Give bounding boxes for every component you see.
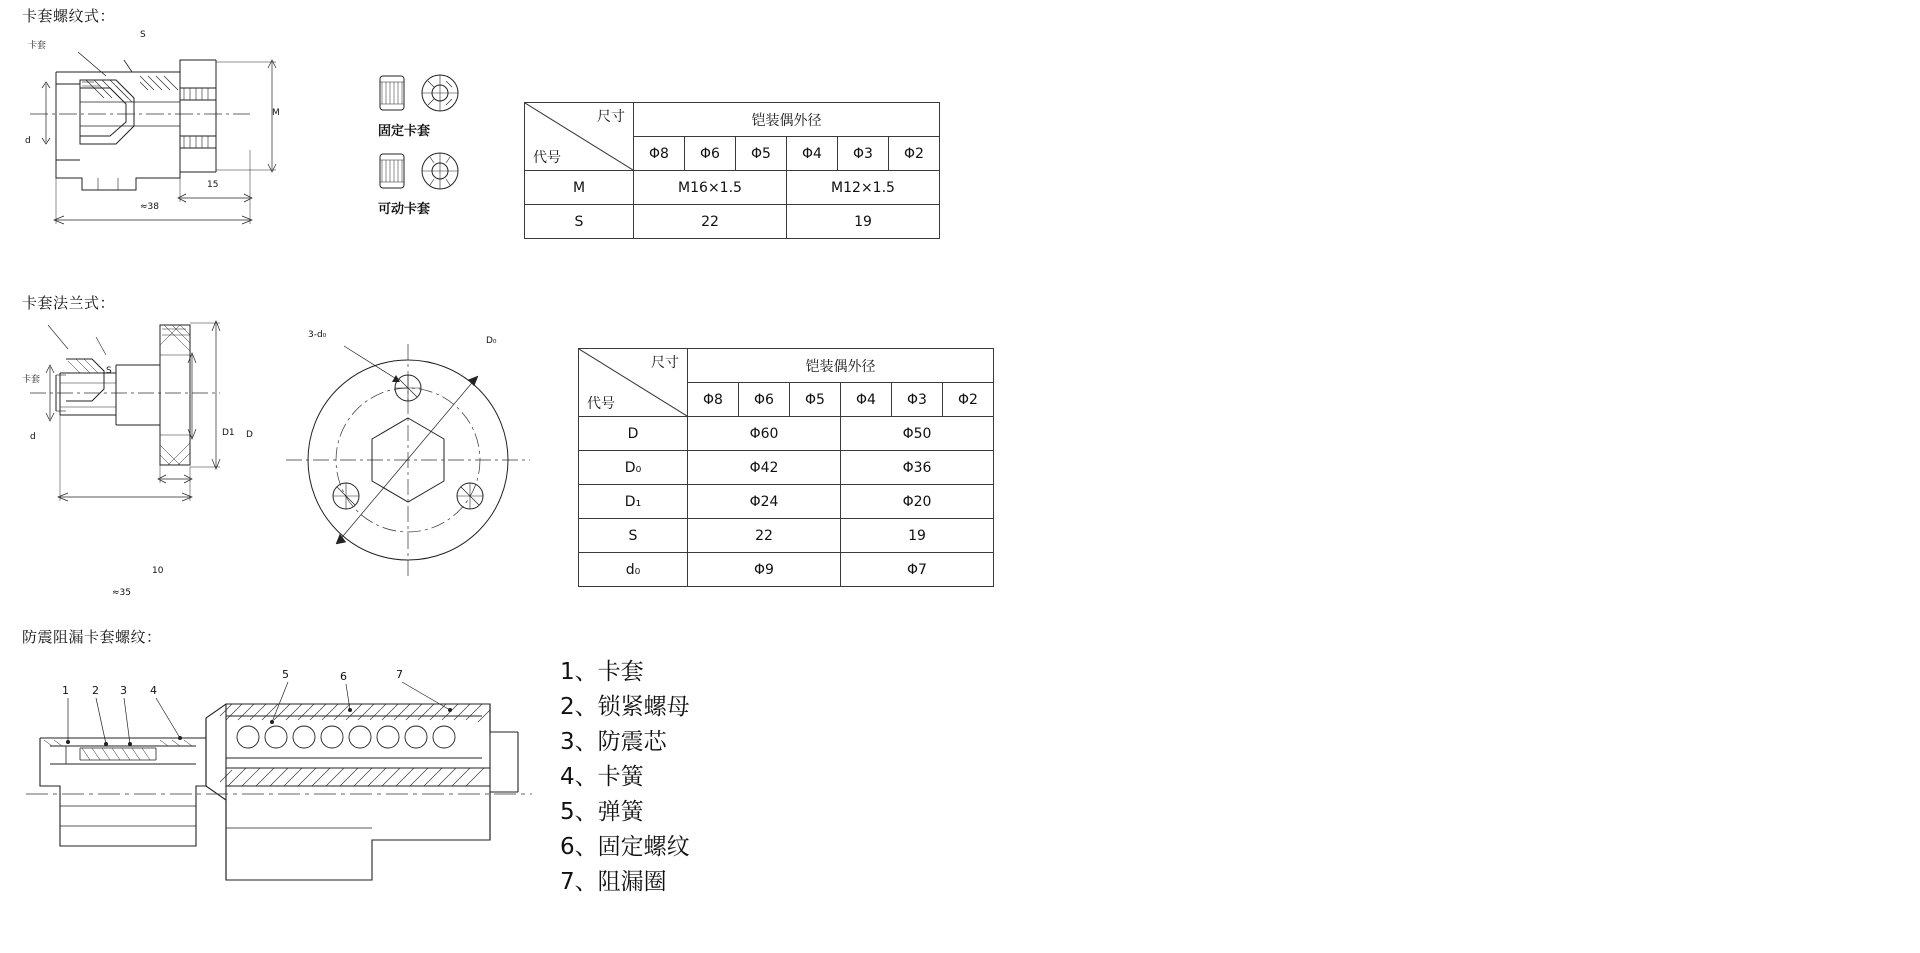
figure-antivibration-assembly <box>20 660 540 940</box>
parts-list <box>560 655 690 900</box>
note-d0-fig2: D₀ <box>486 336 497 346</box>
callout-5: 5 <box>282 668 289 681</box>
table1-row-value: 22 <box>634 205 787 239</box>
table2-row-value: 22 <box>688 519 841 553</box>
table2-row-value: Φ36 <box>841 451 994 485</box>
label-ferrule-fig1: 卡套 <box>28 41 47 51</box>
table2-corner-top: 尺寸 <box>651 355 679 371</box>
callout-7: 7 <box>396 668 403 681</box>
table-row <box>579 417 994 451</box>
caption-movable-ferrule: 可动卡套 <box>378 202 431 217</box>
part-item-2: 2、锁紧螺母 <box>560 694 690 720</box>
table2-row-value: Φ24 <box>688 485 841 519</box>
callout-2: 2 <box>92 684 99 697</box>
table1-size-cell: Φ5 <box>736 137 787 171</box>
dim-d1-fig2: D1 <box>222 428 235 438</box>
table1-corner-cell <box>525 103 634 171</box>
figure-flange-face-view <box>278 330 538 590</box>
table2-row-value: Φ60 <box>688 417 841 451</box>
dim-d-fig1: d <box>25 136 31 146</box>
section-title-threaded: 卡套螺纹式： <box>22 7 116 25</box>
caption-fixed-ferrule: 固定卡套 <box>378 124 431 139</box>
note-holes-fig2: 3-d₀ <box>308 330 327 340</box>
table1-row-value: 19 <box>787 205 940 239</box>
table1-row-code: S <box>525 205 634 239</box>
part-item-6: 6、固定螺纹 <box>560 834 690 860</box>
table1-row-value: M12×1.5 <box>787 171 940 205</box>
table1-size-cell: Φ6 <box>685 137 736 171</box>
table-row <box>579 451 994 485</box>
dim-15-fig1: 15 <box>207 180 219 190</box>
spec-table-flange <box>578 348 994 587</box>
table2-size-cell: Φ6 <box>739 383 790 417</box>
table2-row-value: Φ7 <box>841 553 994 587</box>
table2-row-code: D <box>579 417 688 451</box>
table-row <box>525 205 940 239</box>
dim-10-fig2: 10 <box>152 566 164 576</box>
table-row <box>525 171 940 205</box>
table-row <box>579 553 994 587</box>
table1-corner-bottom: 代号 <box>533 150 561 166</box>
dim-d-fig2: D <box>246 430 253 440</box>
table1-size-cell: Φ3 <box>838 137 889 171</box>
table1-size-cell: Φ4 <box>787 137 838 171</box>
figure-threaded-assembly <box>20 30 340 240</box>
table1-corner-top: 尺寸 <box>597 109 625 125</box>
table1-row-code: M <box>525 171 634 205</box>
dim-m-fig1: M <box>272 108 280 118</box>
table2-row-value: 19 <box>841 519 994 553</box>
table2-size-cell: Φ4 <box>841 383 892 417</box>
table1-size-cell: Φ2 <box>889 137 940 171</box>
part-item-4: 4、卡簧 <box>560 764 644 790</box>
dim-38-fig1: ≈38 <box>140 202 159 212</box>
table2-row-value: Φ42 <box>688 451 841 485</box>
dim-35-fig2: ≈35 <box>112 588 131 598</box>
section-title-flange: 卡套法兰式： <box>22 294 116 312</box>
table2-corner-bottom: 代号 <box>587 396 615 412</box>
table2-row-code: D₁ <box>579 485 688 519</box>
table2-size-cell: Φ5 <box>790 383 841 417</box>
table2-row-value: Φ9 <box>688 553 841 587</box>
table-row <box>579 519 994 553</box>
table2-row-code: S <box>579 519 688 553</box>
spec-table-threaded <box>524 102 940 239</box>
table1-header-span: 铠装偶外径 <box>634 103 940 137</box>
table2-row-code: d₀ <box>579 553 688 587</box>
figure-flange-assembly <box>20 315 280 605</box>
table-row <box>579 485 994 519</box>
callout-6: 6 <box>340 670 347 683</box>
table1-size-cell: Φ8 <box>634 137 685 171</box>
callout-3: 3 <box>120 684 127 697</box>
table2-size-cell: Φ3 <box>892 383 943 417</box>
table2-corner-cell <box>579 349 688 417</box>
figure-fixed-ferrule <box>370 70 480 120</box>
table2-header-span: 铠装偶外径 <box>688 349 994 383</box>
label-ferrule-fig2: 卡套 <box>22 375 41 385</box>
table2-row-code: D₀ <box>579 451 688 485</box>
table2-row-value: Φ50 <box>841 417 994 451</box>
part-item-1: 1、卡套 <box>560 659 644 685</box>
table1-row-value: M16×1.5 <box>634 171 787 205</box>
dim-s-fig1: S <box>140 30 146 40</box>
dim-s-fig2: S <box>106 366 112 376</box>
callout-4: 4 <box>150 684 157 697</box>
table2-row-value: Φ20 <box>841 485 994 519</box>
dim-d-small-fig2: d <box>30 432 36 442</box>
part-item-7: 7、阻漏圈 <box>560 869 667 895</box>
callout-1: 1 <box>62 684 69 697</box>
figure-movable-ferrule <box>370 148 480 198</box>
table2-size-cell: Φ8 <box>688 383 739 417</box>
part-item-3: 3、防震芯 <box>560 729 667 755</box>
table2-size-cell: Φ2 <box>943 383 994 417</box>
part-item-5: 5、弹簧 <box>560 799 644 825</box>
section-title-antivibration: 防震阻漏卡套螺纹： <box>22 628 162 646</box>
